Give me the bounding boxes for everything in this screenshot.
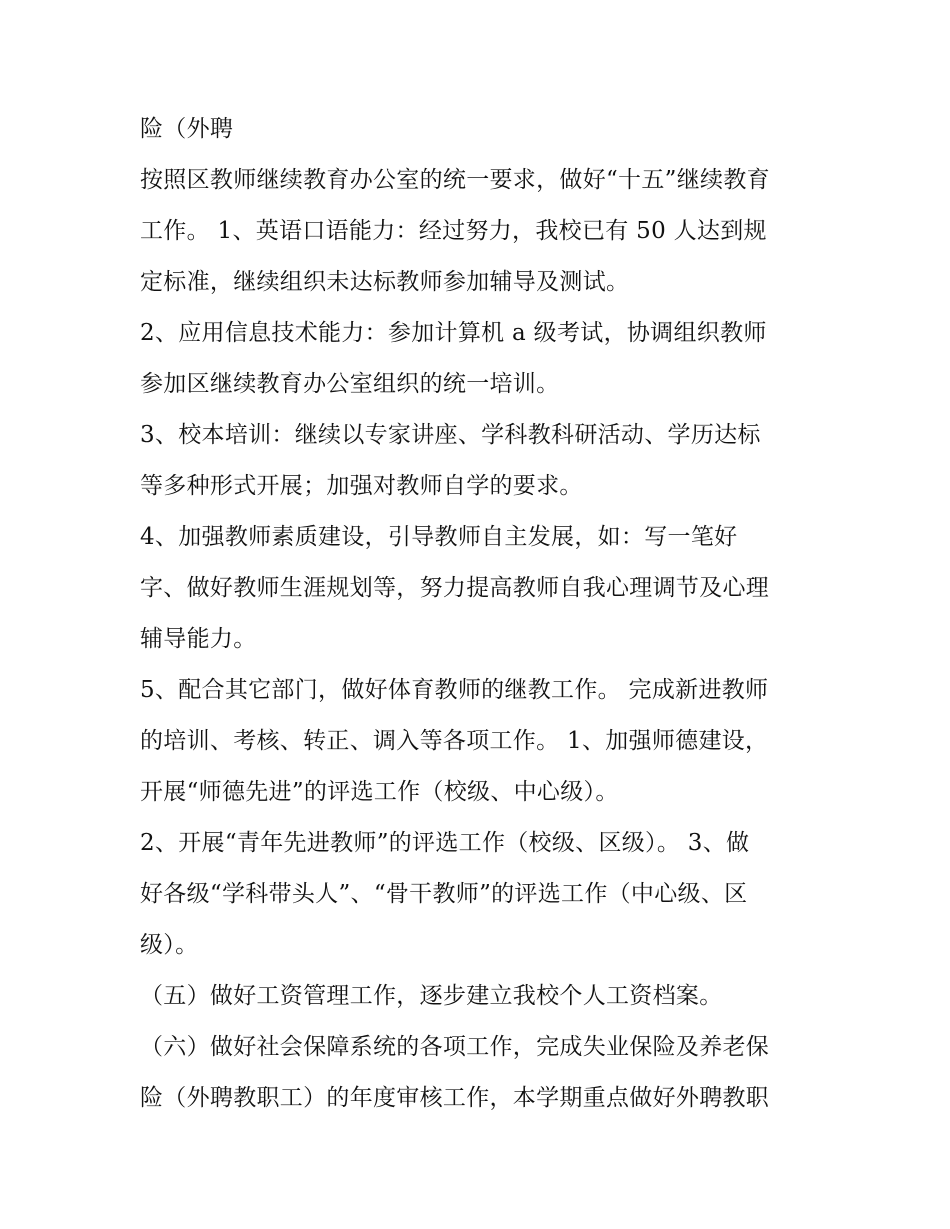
text-line: （五）做好工资管理工作，逐步建立我校个人工资档案。 <box>140 983 723 1009</box>
text-line: 级）。 <box>140 932 199 958</box>
text-line: 按照区教师继续教育办公室的统一要求，做好“十五”继续教育 <box>140 167 770 193</box>
text-line: 辅导能力。 <box>140 626 257 652</box>
text-line: 5、配合其它部门，做好体育教师的继教工作。 完成新进教师 <box>140 677 769 703</box>
text-line: 定标准，继续组织未达标教师参加辅导及测试。 <box>140 269 630 295</box>
text-line: 等多种形式开展；加强对教师自学的要求。 <box>140 473 583 499</box>
text-line: 险（外聘教职工）的年度审核工作，本学期重点做好外聘教职 <box>140 1085 770 1111</box>
text-line: 的培训、考核、转正、调入等各项工作。 1、加强师德建设， <box>140 728 769 754</box>
text-line: 2、开展“青年先进教师”的评选工作（校级、区级）。 3、做 <box>140 830 750 856</box>
text-line: 参加区继续教育办公室组织的统一培训。 <box>140 371 560 397</box>
text-line: 字、做好教师生涯规划等，努力提高教师自我心理调节及心理 <box>140 575 770 601</box>
text-line: 工作。 1、英语口语能力：经过努力，我校已有 50 人达到规 <box>140 218 767 244</box>
text-line: 开展“师德先进”的评选工作（校级、中心级）。 <box>140 779 619 805</box>
text-line: 好各级“学科带头人”、“骨干教师”的评选工作（中心级、区 <box>140 881 748 907</box>
text-line: 2、应用信息技术能力：参加计算机 a 级考试，协调组织教师 <box>140 320 767 346</box>
text-line: 4、加强教师素质建设，引导教师自主发展，如：写一笔好 <box>140 524 738 550</box>
text-line: 3、校本培训：继续以专家讲座、学科教科研活动、学历达标 <box>140 422 761 448</box>
text-line: （六）做好社会保障系统的各项工作，完成失业保险及养老保 <box>140 1034 770 1060</box>
text-line: 险（外聘 <box>140 116 234 142</box>
document-body <box>140 104 820 1124</box>
